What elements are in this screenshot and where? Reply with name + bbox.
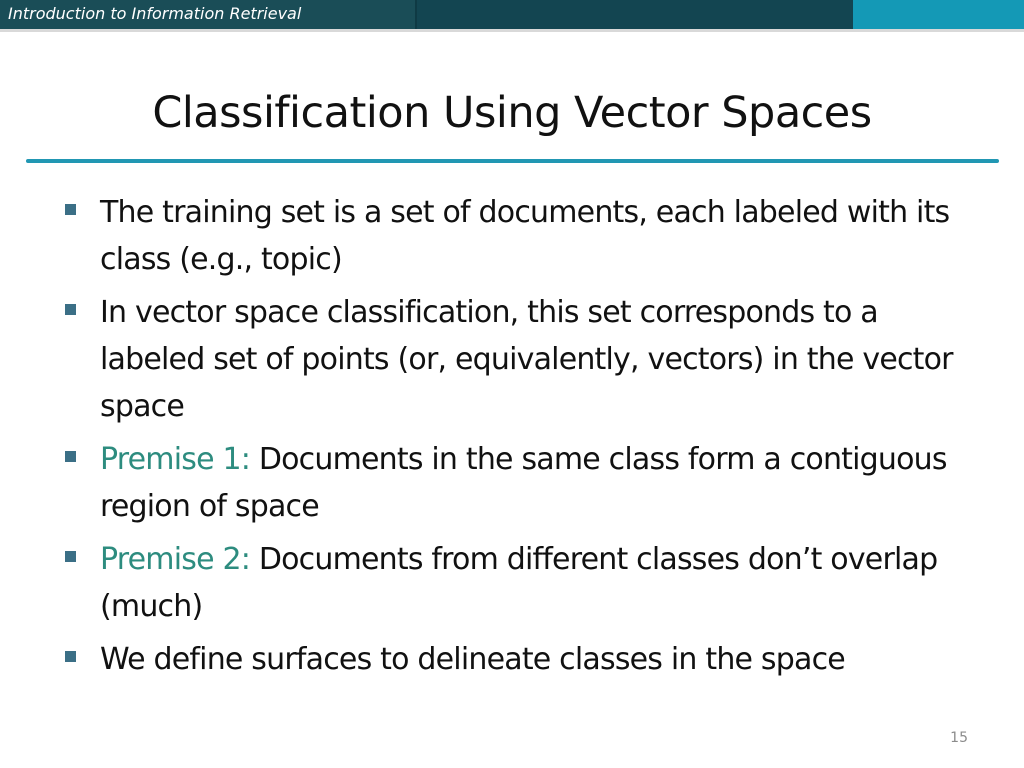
- header-bar: [0, 0, 1024, 32]
- header-bright-segment: [853, 0, 1024, 32]
- header-mid-segment: [417, 0, 853, 32]
- square-bullet-icon: [65, 204, 76, 215]
- square-bullet-icon: [65, 551, 76, 562]
- bullet-text: The training set is a set of documents, each labeled with its class (e.g., topic): [100, 195, 950, 277]
- page-number: 15: [950, 730, 968, 746]
- bullet-item: [64, 536, 964, 630]
- premise-label: Premise 2:: [100, 542, 251, 577]
- title-rule: [26, 159, 999, 163]
- bullet-item: [64, 189, 964, 283]
- square-bullet-icon: [65, 304, 76, 315]
- bullet-text: Documents in the same class form a contiguous region of space: [100, 442, 947, 524]
- course-title: Introduction to Information Retrieval: [8, 4, 302, 23]
- bullet-item: [64, 289, 964, 430]
- bullet-text: We define surfaces to delineate classes in the space: [100, 642, 845, 677]
- slide-title: Classification Using Vector Spaces: [152, 88, 872, 138]
- bullet-item: [64, 636, 964, 683]
- bullet-item: [64, 436, 964, 530]
- bullet-text: Documents from different classes don’t overlap (much): [100, 542, 938, 624]
- bullet-text: In vector space classification, this set corresponds to a labeled set of points (or, equivalently, vectors) in the vector space: [100, 295, 953, 424]
- premise-label: Premise 1:: [100, 442, 251, 477]
- bullet-list: [64, 189, 964, 689]
- square-bullet-icon: [65, 451, 76, 462]
- square-bullet-icon: [65, 651, 76, 662]
- header-underline: [0, 29, 1024, 32]
